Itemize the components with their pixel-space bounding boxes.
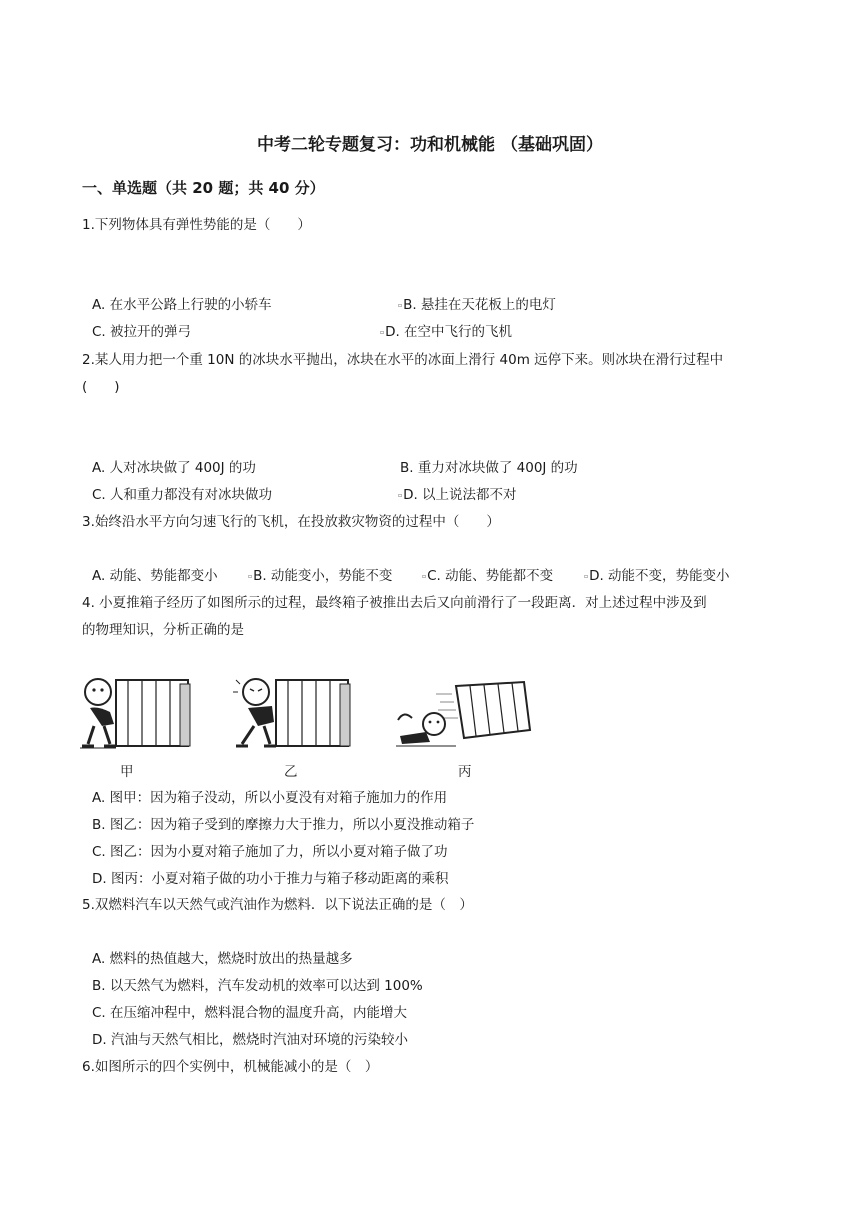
q2-option-a[interactable]: A. 人对冰块做了 400J 的功	[92, 460, 256, 476]
figure-label-jia: 甲	[120, 764, 134, 780]
q5-option-b[interactable]: B. 以天然气为燃料，汽车发动机的效率可以达到 100%	[92, 978, 423, 994]
option-marker-icon: ▫	[380, 328, 385, 336]
q3-option-a[interactable]: A. 动能、势能都变小	[92, 568, 218, 584]
figure-label-yi: 乙	[284, 764, 298, 780]
question-1-stem: 1.下列物体具有弹性势能的是（ ）	[82, 217, 311, 233]
question-4-stem-line1: 4. 小夏推箱子经历了如图所示的过程，最终箱子被推出去后又向前滑行了一段距离．对上述过程中涉及到	[82, 595, 707, 611]
question-6-stem: 6.如图所示的四个实例中，机械能减小的是（ ）	[82, 1059, 379, 1075]
q5-option-c[interactable]: C. 在压缩冲程中，燃料混合物的温度升高，内能增大	[92, 1005, 408, 1021]
q5-option-a[interactable]: A. 燃料的热值越大，燃烧时放出的热量越多	[92, 951, 353, 967]
q3-option-b[interactable]: ▫B. 动能变小，势能不变	[248, 568, 393, 584]
q4-option-a[interactable]: A. 图甲：因为箱子没动，所以小夏没有对箱子施加力的作用	[92, 790, 448, 806]
option-marker-icon: ▫	[248, 572, 253, 580]
figure-yi-boy-pushing-box	[232, 672, 357, 752]
option-marker-icon: ▫	[422, 572, 427, 580]
q3-option-d[interactable]: ▫D. 动能不变，势能变小	[584, 568, 730, 584]
q4-option-d[interactable]: D. 图丙：小夏对箱子做的功小于推力与箱子移动距离的乘积	[92, 871, 449, 887]
q2-option-b[interactable]: B. 重力对冰块做了 400J 的功	[400, 460, 578, 476]
section-heading: 一、单选题（共 20 题；共 40 分）	[82, 179, 325, 197]
q2-option-c[interactable]: C. 人和重力都没有对冰块做功	[92, 487, 273, 503]
question-2-stem-line1: 2.某人用力把一个重 10N 的冰块水平抛出，冰块在水平的冰面上滑行 40m 远停下来。则冰块在滑行过程中	[82, 352, 724, 368]
q1-option-b[interactable]: ▫B. 悬挂在天花板上的电灯	[398, 297, 556, 313]
option-marker-icon: ▫	[398, 301, 403, 309]
q1-option-c[interactable]: C. 被拉开的弹弓	[92, 324, 192, 340]
q1-option-d[interactable]: ▫D. 在空中飞行的飞机	[380, 324, 513, 340]
q4-option-b[interactable]: B. 图乙：因为箱子受到的摩擦力大于推力，所以小夏没推动箱子	[92, 817, 475, 833]
question-4-stem-line2: 的物理知识，分析正确的是	[82, 622, 244, 638]
question-5-stem: 5.双燃料汽车以天然气或汽油作为燃料．以下说法正确的是（ ）	[82, 897, 473, 913]
figure-jia-boy-pushing-box	[80, 672, 195, 752]
q2-option-d[interactable]: ▫D. 以上说法都不对	[398, 487, 517, 503]
page-title: 中考二轮专题复习：功和机械能 （基础巩固）	[257, 135, 603, 155]
figure-label-bing: 丙	[458, 764, 472, 780]
q3-option-c[interactable]: ▫C. 动能、势能都不变	[422, 568, 554, 584]
option-marker-icon: ▫	[398, 491, 403, 499]
question-3-stem: 3.始终沿水平方向匀速飞行的飞机，在投放救灾物资的过程中（ ）	[82, 514, 500, 530]
q5-option-d[interactable]: D. 汽油与天然气相比，燃烧时汽油对环境的污染较小	[92, 1032, 408, 1048]
figure-bing-box-sliding	[396, 680, 536, 752]
option-marker-icon: ▫	[584, 572, 589, 580]
q1-option-a[interactable]: A. 在水平公路上行驶的小轿车	[92, 297, 272, 313]
q4-option-c[interactable]: C. 图乙：因为小夏对箱子施加了力，所以小夏对箱子做了功	[92, 844, 448, 860]
question-2-stem-line2: ( )	[82, 379, 120, 395]
